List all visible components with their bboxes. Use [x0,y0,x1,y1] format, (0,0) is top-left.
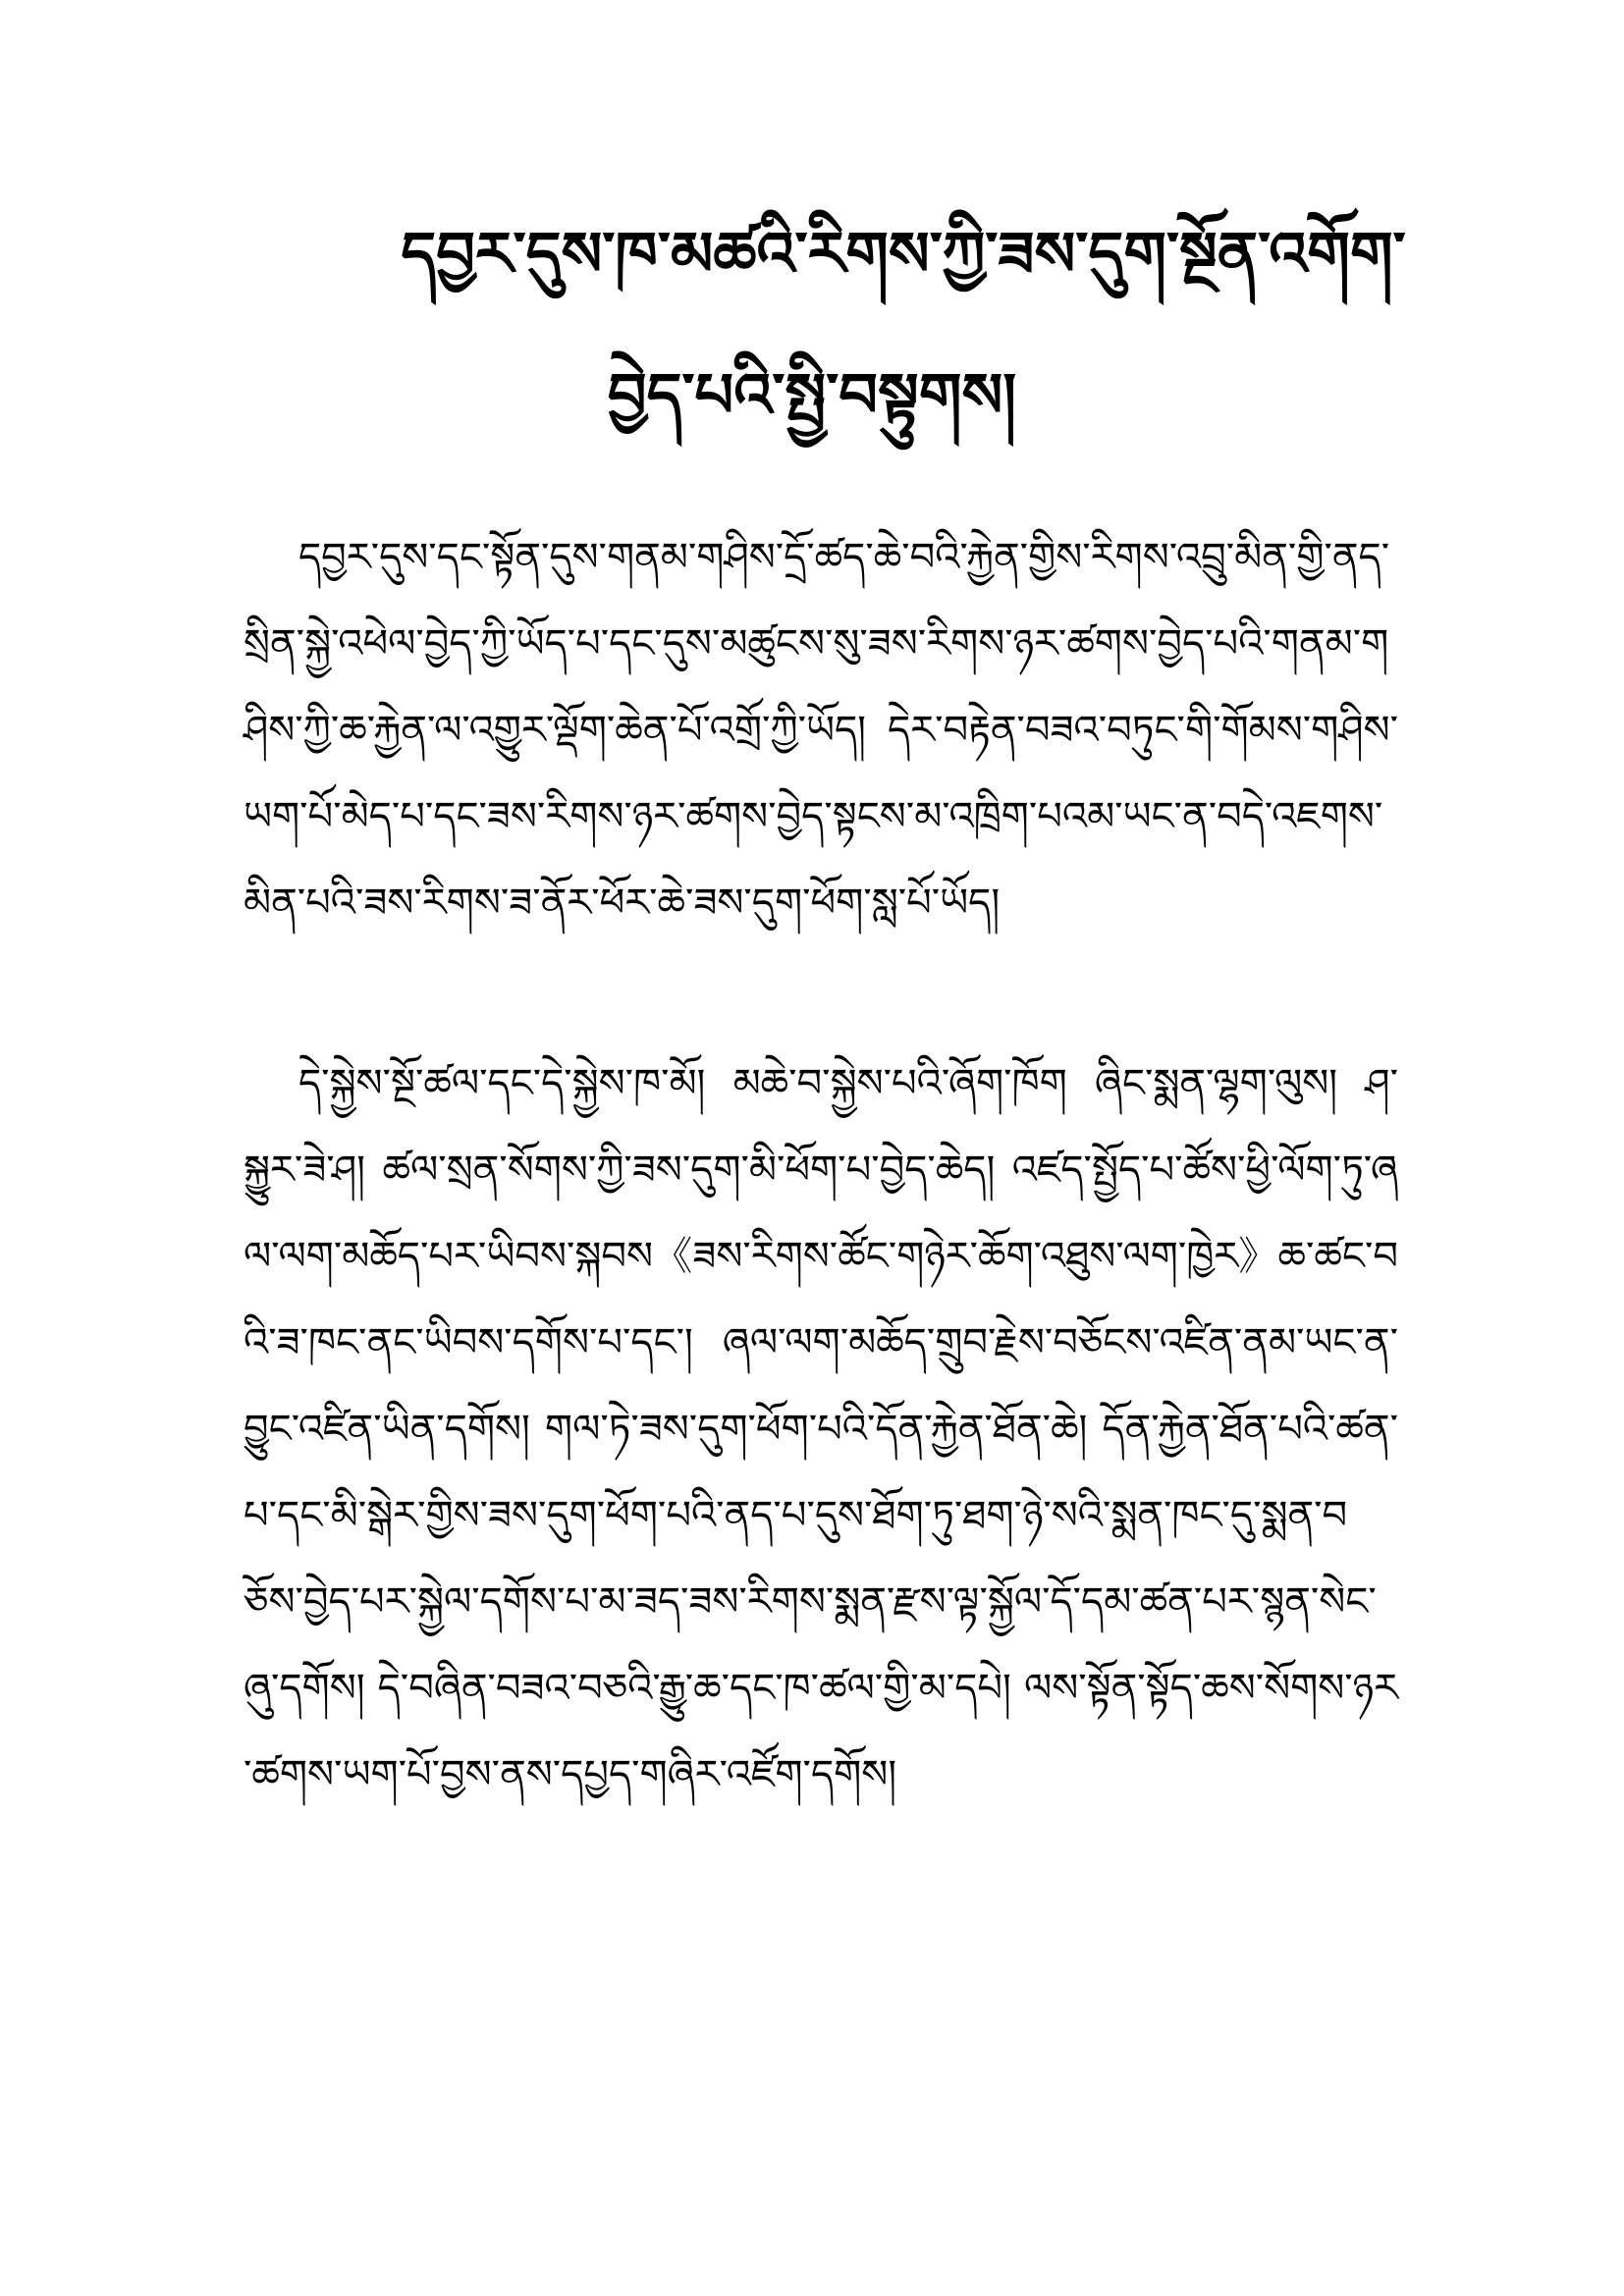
document-title-line-1: དབྱར་དུས་ཁ་མཚའི་རིགས་ཀྱི་ཟས་དུག་སྔོན་འགོག་ [401,218,1406,290]
paragraph-2 [244,1041,1398,1818]
document-title-line-2: བྱེད་པའི་སྤྱི་བསྟུགས། [607,359,1017,431]
paragraph-1-text: དབྱར་དུས་དང་སྟོན་དུས་གནམ་གཤིས་དྲོ་ཚད་ཆེ་བའི་རྐྱེན་གྱིས་རིགས་འབྲུ་མིན་གྱི་ནད་སྲིན་སྐྱེ་འཕེལ་བྱེད་ཀྱི་ཡོད་པ་དང་དུས་མཚུངས་སུ་ཟས་རིགས་ཉར་ཚགས་བྱེད་པའི་གནམ་གཤིས་ཀྱི་ཆ་རྐྱེན་ལ་འགྱུར་ལྡོག་ཆེན་པོ་འགྲོ་ཀྱི་ཡོད། དེར་བརྟེན་བཟའ་བཏུང་གི་གོམས་གཤིས་ཡག་པོ་མེད་པ་དང་ཟས་རིགས་ཉར་ཚགས་བྱེད་སྟངས་མ་འཁྲིག་པའམ་ཡང་ན་བདེ་འཇགས་མིན་པའི་ཟས་རིགས་ཟ་ནོར་ཕོར་ཆེ་ཟས་དུག་ཕོག་སླ་པོ་ཡོད། [244,535,1398,926]
paragraph-1 [244,514,1398,946]
paragraph-2-text: དེ་སྐྱེས་སྔོ་ཚལ་དང་དེ་སྐྱེས་ཁ་མོ། མཆེ་བ་སྐྱེས་པའི་ཞོག་ཁོག ཞིང་སྨན་ལྷག་ལུས། ཤ་སྐྱུར་ཟེ་ཤ། ཚལ་སྲན་སོགས་ཀྱི་ཟས་དུག་མི་ཕོག་པ་བྱེད་ཆེད། འཛད་སྤྱོད་པ་ཚོས་ཕྱི་ལོག་ཏུ་ཞལ་ལག་མཆོད་པར་ཡིབས་སྐབས《ཟས་རིགས་ཚོང་གཉེར་ཆོག་འཐུས་ལག་ཁྱེར》ཆ་ཚང་བའི་ཟ་ཁང་ནང་ཡིབས་དགོས་པ་དང་། ཞལ་ལག་མཆོད་གྲུབ་རྗེས་བཅོངས་འཛིན་ནམ་ཡང་ན་བྱུང་འཛིན་ཡིན་དགོས། གལ་ཏེ་ཟས་དུག་ཕོག་པའི་དོན་རྐྱེན་ཐོན་ཆེ། དོན་རྐྱེན་ཐོན་པའི་ཚན་པ་དང་མི་སྒེར་གྱིས་ཟས་དུག་ཕོག་པའི་ནད་པ་དུས་ཐོག་ཏུ་ཐག་ཉེ་སའི་སྨན་ཁང་དུ་སྨན་བཅོས་བྱེད་པར་སྐྱེལ་དགོས་པ་མ་ཟད་ཟས་རིགས་སྨན་རྫས་ལྟ་སྐྱོལ་དོ་དམ་ཚན་པར་སྙན་སེང་ཞུ་དགོས། དེ་བཞིན་བཟའ་བཅའི་རྒྱུ་ཆ་དང་ཁ་ཚལ་གྱི་མ་དཔེ། ལས་སྟོན་སྟོད་ཆས་སོགས་ཉར་ཚགས་ཡག་པོ་བྱས་ནས་དཔྱད་གཞིར་འཛོག་དགོས། [244,1061,1398,1797]
